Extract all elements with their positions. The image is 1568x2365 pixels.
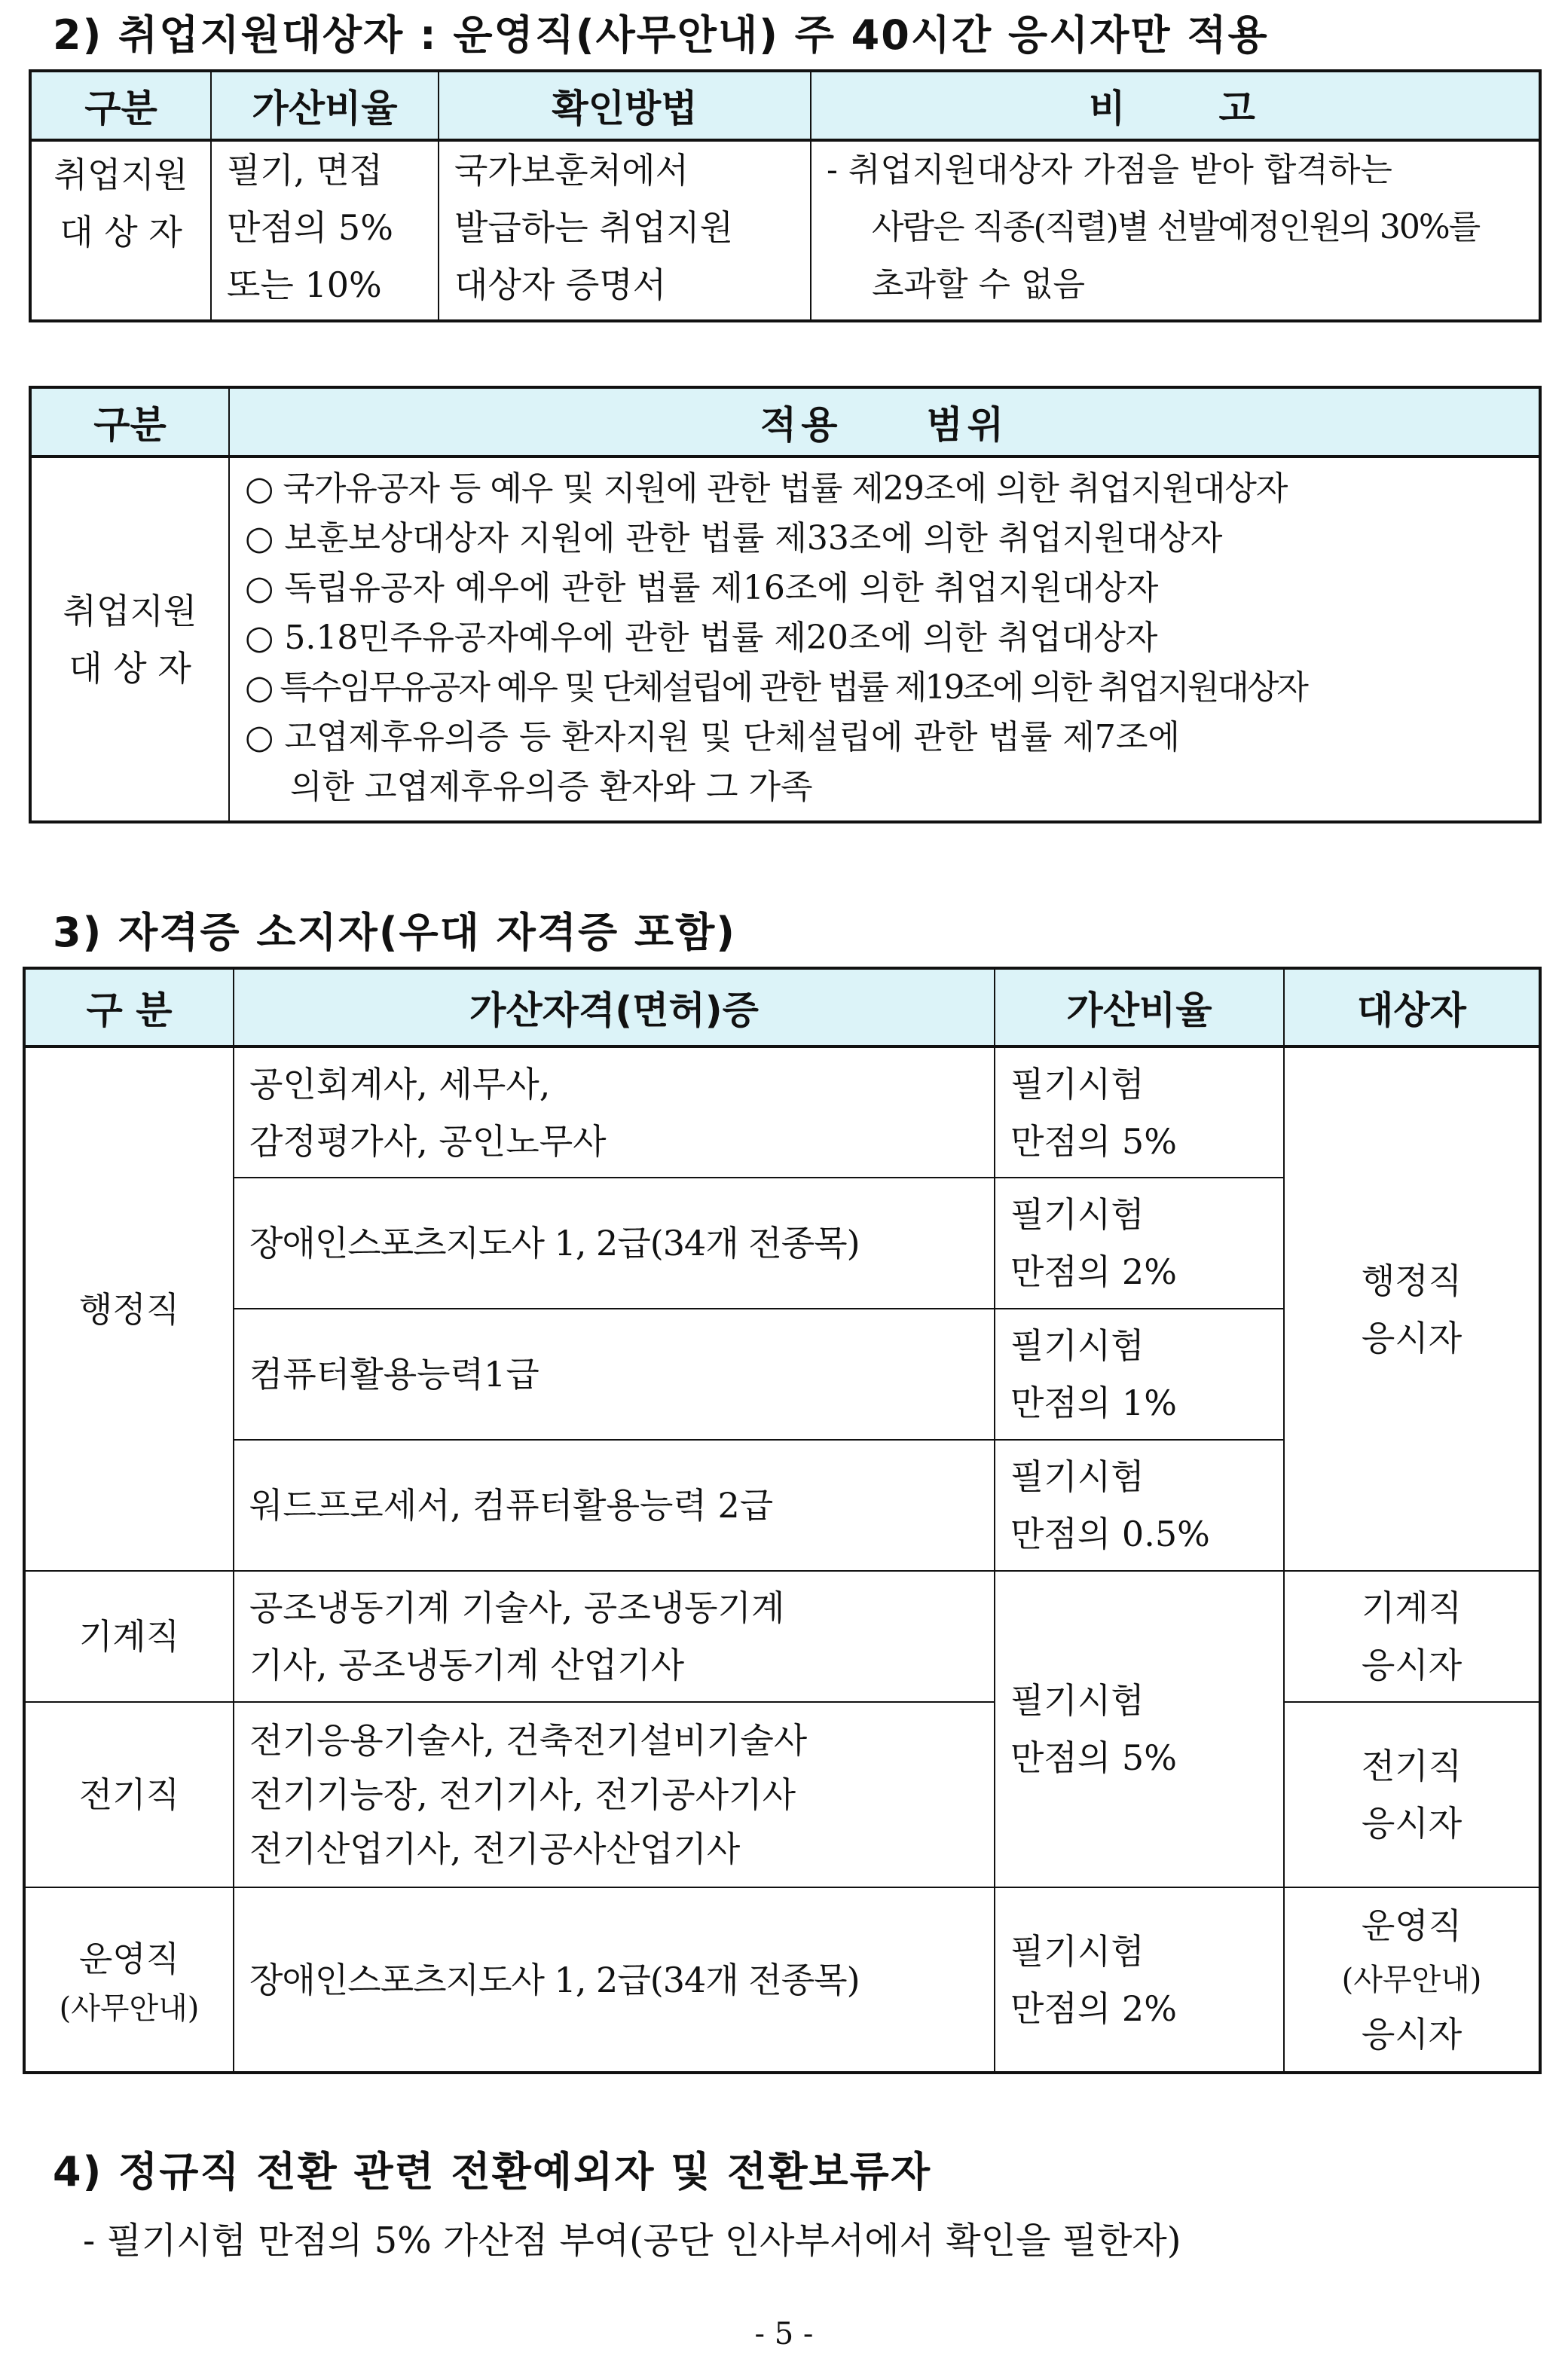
- target-cell: [1284, 1887, 1540, 2073]
- table-header-row: [30, 71, 1540, 140]
- header-ratio: 가산비율: [995, 968, 1284, 1047]
- target-line: 행정직: [1361, 1260, 1463, 1301]
- list-item: ○ 고엽제후유의증 등 환자지원 및 단체설립에 관한 법률 제7조에: [245, 718, 1180, 756]
- cert-line: 기사, 공조냉동기계 산업기사: [249, 1645, 685, 1685]
- header-scope: 적용 범위: [229, 387, 1540, 457]
- ratio-cell: [995, 1440, 1284, 1571]
- category-line: 대 상 자: [69, 647, 191, 689]
- cert-line: 워드프로세서, 컴퓨터활용능력 2급: [249, 1485, 774, 1526]
- certificate-table: [23, 967, 1542, 2074]
- cert-cell: [234, 1702, 995, 1887]
- section2-heading: 2) 취업지원대상자 : 운영직(사무안내) 주 40시간 응시자만 적용: [53, 11, 1269, 59]
- ratio-line: 필기시험: [1010, 1063, 1145, 1105]
- cert-line: 공인회계사, 세무사,: [249, 1063, 551, 1105]
- ratio-line: 필기시험: [1010, 1325, 1145, 1366]
- category-cell: 전기직: [24, 1702, 234, 1887]
- list-item: ○ 국가유공자 등 예우 및 지원에 관한 법률 제29조에 의한 취업지원대상자: [245, 469, 1288, 508]
- header-target: 대상자: [1284, 968, 1540, 1047]
- page-number: - 5 -: [754, 2317, 814, 2351]
- ratio-line: 만점의 2%: [1010, 1988, 1177, 2029]
- remark-cell: [811, 140, 1540, 321]
- target-cell: [1284, 1571, 1540, 1702]
- ratio-line: 필기, 면접: [227, 150, 383, 191]
- ratio-line: 필기시험: [1010, 1456, 1145, 1497]
- ratio-line: 만점의 1%: [1010, 1383, 1177, 1423]
- ratio-line: 또는 10%: [227, 264, 382, 305]
- cert-line: 전기응용기술사, 건축전기설비기술사: [249, 1720, 808, 1761]
- header-method: 확인방법: [439, 71, 811, 140]
- target-line: 전기직: [1361, 1746, 1463, 1786]
- list-item: ○ 특수임무유공자 예우 및 단체설립에 관한 법률 제19조에 의한 취업지원대상자: [245, 668, 1307, 707]
- table-row: [24, 1571, 1540, 1702]
- category-cell: [30, 457, 229, 822]
- target-line: 응시자: [1361, 1317, 1463, 1358]
- scope-table: [29, 386, 1542, 823]
- target-cell: [1284, 1047, 1540, 1571]
- category-cell: 기계직: [24, 1571, 234, 1702]
- table-row: [24, 1047, 1540, 1178]
- table-row: [24, 1702, 1540, 1887]
- list-item-continuation: 의한 고엽제후유의증 환자와 그 가족: [290, 768, 813, 806]
- target-line: 기계직: [1361, 1587, 1463, 1628]
- ratio-cell: [995, 1571, 1284, 1887]
- list-item: ○ 독립유공자 예우에 관한 법률 제16조에 의한 취업지원대상자: [245, 569, 1159, 607]
- table-header-row: [30, 387, 1540, 457]
- method-line: 국가보훈처에서: [454, 150, 689, 191]
- cert-line: 컴퓨터활용능력1급: [249, 1354, 539, 1395]
- target-line: (사무안내): [1341, 1962, 1482, 1997]
- target-cell: [1284, 1702, 1540, 1887]
- target-line: 응시자: [1361, 1803, 1463, 1844]
- ratio-line: 만점의 5%: [1010, 1737, 1177, 1778]
- category-line: (사무안내): [59, 1991, 200, 2026]
- category-line: 취업지원: [53, 154, 188, 195]
- remark-line: 사람은 직종(직렬)별 선발예정인원의 30%를: [872, 208, 1480, 246]
- section4-heading: 4) 정규직 전환 관련 전환예외자 및 전환보류자: [53, 2148, 932, 2195]
- header-category: 구분: [30, 387, 229, 457]
- table-row: [24, 1887, 1540, 2073]
- ratio-line: 필기시험: [1010, 1930, 1145, 1972]
- cert-line: 공조냉동기계 기술사, 공조냉동기계: [249, 1587, 785, 1628]
- method-line: 대상자 증명서: [454, 264, 667, 305]
- ratio-line: 만점의 2%: [1010, 1251, 1177, 1292]
- category-line: 운영직: [78, 1938, 180, 1979]
- target-line: 운영직: [1361, 1905, 1463, 1946]
- table-row: [30, 140, 1540, 321]
- ratio-cell: [995, 1178, 1284, 1309]
- cert-cell: [234, 1309, 995, 1440]
- ratio-line: 만점의 5%: [1010, 1120, 1177, 1162]
- employment-support-table: [29, 69, 1542, 322]
- method-cell: [439, 140, 811, 321]
- table-row: [30, 457, 1540, 822]
- section3-heading: 3) 자격증 소지자(우대 자격증 포함): [53, 909, 736, 956]
- cert-line: 장애인스포츠지도사 1, 2급(34개 전종목): [249, 1223, 860, 1263]
- ratio-cell: [995, 1047, 1284, 1178]
- list-item: ○ 5.18민주유공자예우에 관한 법률 제20조에 의한 취업대상자: [245, 619, 1158, 657]
- cert-line: 전기기능장, 전기기사, 전기공사기사: [249, 1774, 796, 1815]
- ratio-cell: [995, 1887, 1284, 2073]
- ratio-line: 필기시험: [1010, 1680, 1145, 1721]
- ratio-cell: [211, 140, 439, 321]
- header-cert: 가산자격(면허)증: [234, 968, 995, 1047]
- category-cell: [24, 1887, 234, 2073]
- cert-cell: [234, 1178, 995, 1309]
- remark-line: - 취업지원대상자 가점을 받아 합격하는: [827, 151, 1392, 189]
- header-remark: 비 고: [811, 71, 1540, 140]
- section4-text: - 필기시험 만점의 5% 가산점 부여(공단 인사부서에서 확인을 필한자): [83, 2220, 1181, 2262]
- ratio-line: 만점의 0.5%: [1010, 1514, 1210, 1554]
- cert-line: 장애인스포츠지도사 1, 2급(34개 전종목): [249, 1959, 860, 2000]
- ratio-line: 만점의 5%: [227, 207, 393, 248]
- table-header-row: [24, 968, 1540, 1047]
- scope-list: [229, 457, 1540, 822]
- category-cell: [30, 140, 211, 321]
- remark-line: 초과할 수 없음: [872, 265, 1085, 304]
- cert-cell: [234, 1571, 995, 1702]
- category-cell: 행정직: [24, 1047, 234, 1571]
- target-line: 응시자: [1361, 1645, 1463, 1685]
- method-line: 발급하는 취업지원: [454, 207, 734, 248]
- list-item: ○ 보훈보상대상자 지원에 관한 법률 제33조에 의한 취업지원대상자: [245, 519, 1223, 558]
- cert-cell: [234, 1047, 995, 1178]
- cert-line: 전기산업기사, 전기공사산업기사: [249, 1829, 741, 1869]
- cert-cell: [234, 1440, 995, 1571]
- header-category: 구 분: [24, 968, 234, 1047]
- header-ratio: 가산비율: [211, 71, 439, 140]
- cert-line: 감정평가사, 공인노무사: [249, 1120, 607, 1162]
- category-line: 취업지원: [63, 590, 197, 631]
- target-line: 응시자: [1361, 2013, 1463, 2055]
- header-category: 구분: [30, 71, 211, 140]
- ratio-cell: [995, 1309, 1284, 1440]
- ratio-line: 필기시험: [1010, 1194, 1145, 1235]
- category-line: 대 상 자: [60, 212, 182, 252]
- cert-cell: [234, 1887, 995, 2073]
